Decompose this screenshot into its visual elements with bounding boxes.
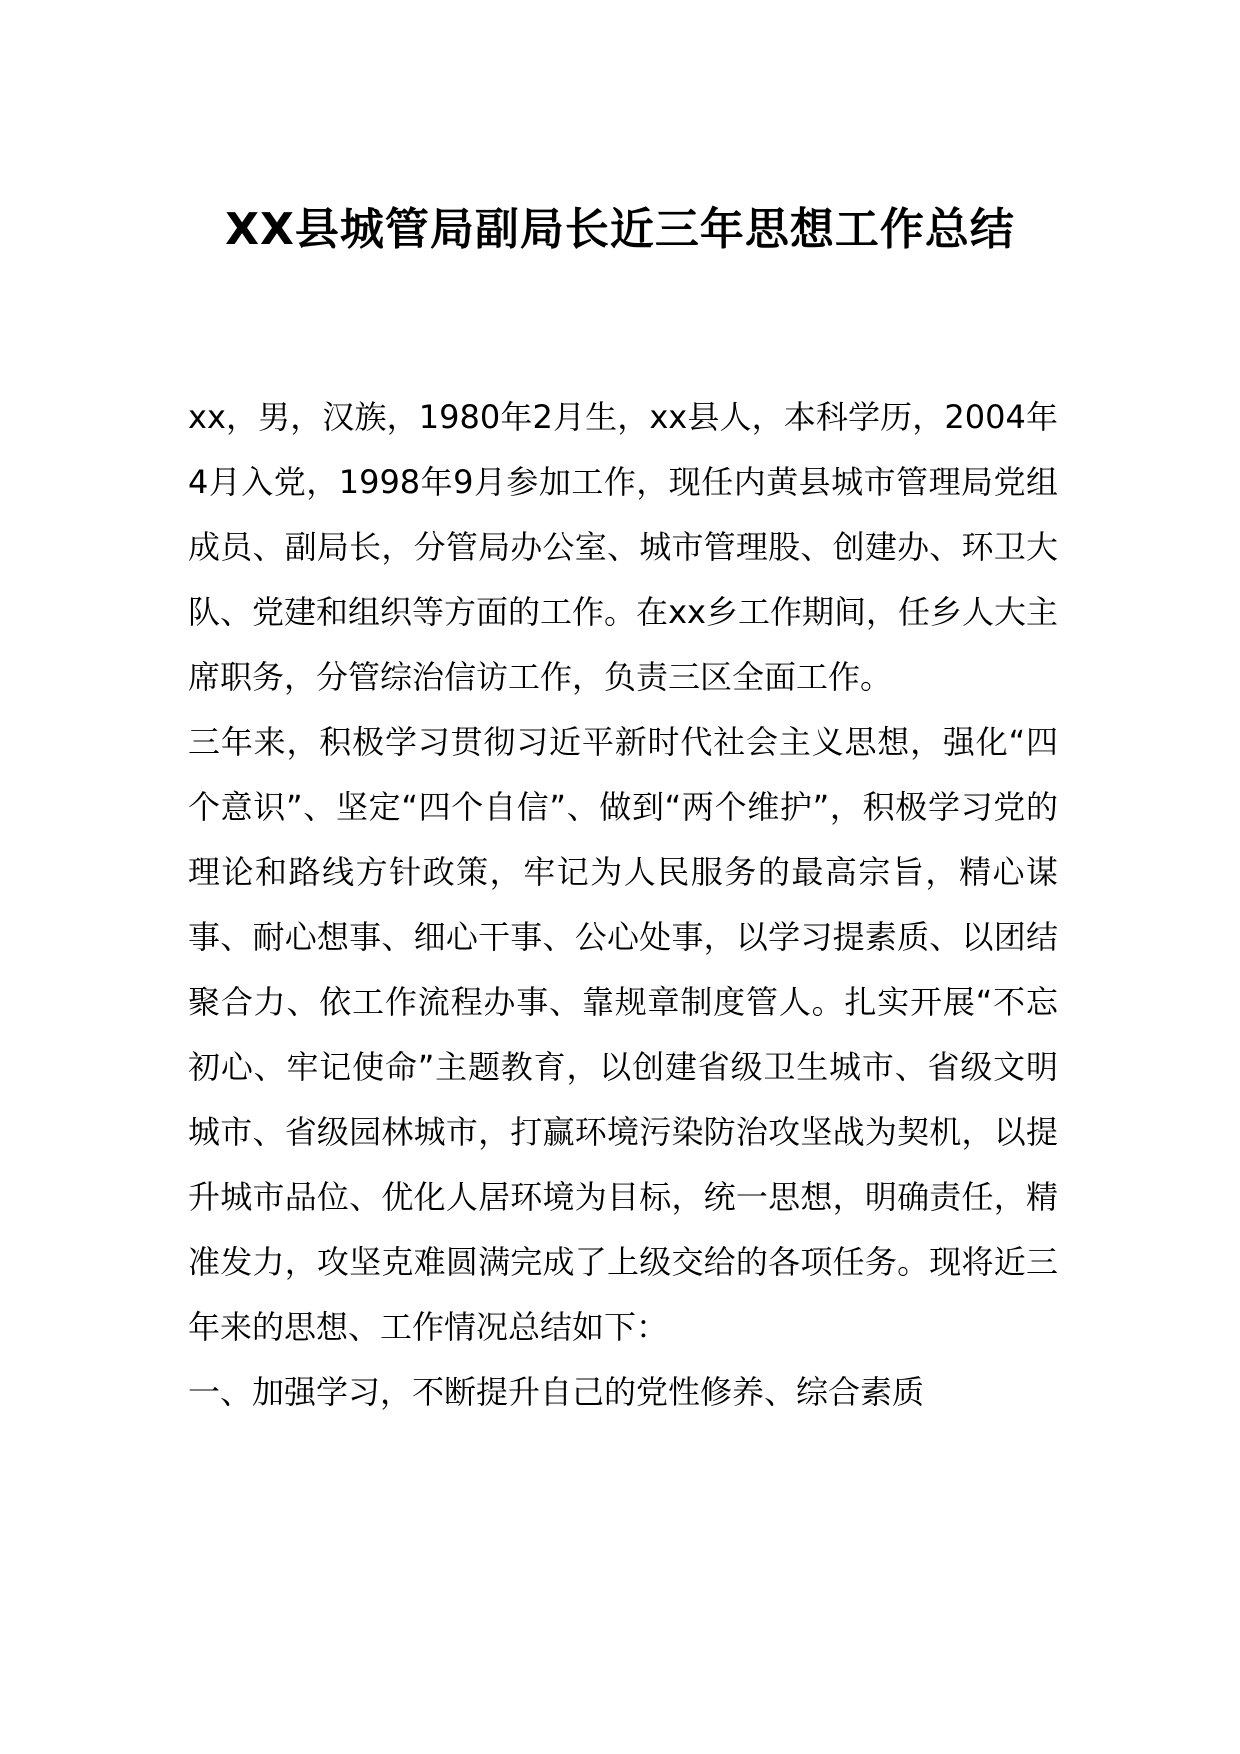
intro-paragraph: xx，男，汉族，1980年2月生，xx县人，本科学历，2004年4月入党，1998年9月参加工作，现任内黄县城市管理局党组成员、副局长，分管局办公室、城市管理股、创建办、环卫大队、党建和组织等方面的工作。在xx乡工作期间，任乡人大主席职务，分管综治信访工作，负责三区全面工作。 [188,398,1058,696]
document-body [188,385,1058,1425]
document-title: XX县城管局副局长近三年思想工作总结 [225,204,1015,255]
section-heading: 一、加强学习，不断提升自己的党性修养、综合素质 [188,1373,925,1411]
summary-paragraph: 三年来，积极学习贯彻习近平新时代社会主义思想，强化“四个意识”、坚定“四个自信”、做到“两个维护”，积极学习党的理论和路线方针政策，牢记为人民服务的最高宗旨，精心谋事、耐心想事、细心干事、公心处事，以学习提素质、以团结聚合力、依工作流程办事、靠规章制度管人。扎实开展“不忘初心、牢记使命”主题教育，以创建省级卫生城市、省级文明城市、省级园林城市，打赢环境污染防治攻坚战为契机，以提升城市品位、优化人居环境为目标，统一思想，明确责任，精准发力，攻坚克难圆满完成了上级交给的各项任务。现将近三年来的思想、工作情况总结如下： [188,723,1058,1346]
